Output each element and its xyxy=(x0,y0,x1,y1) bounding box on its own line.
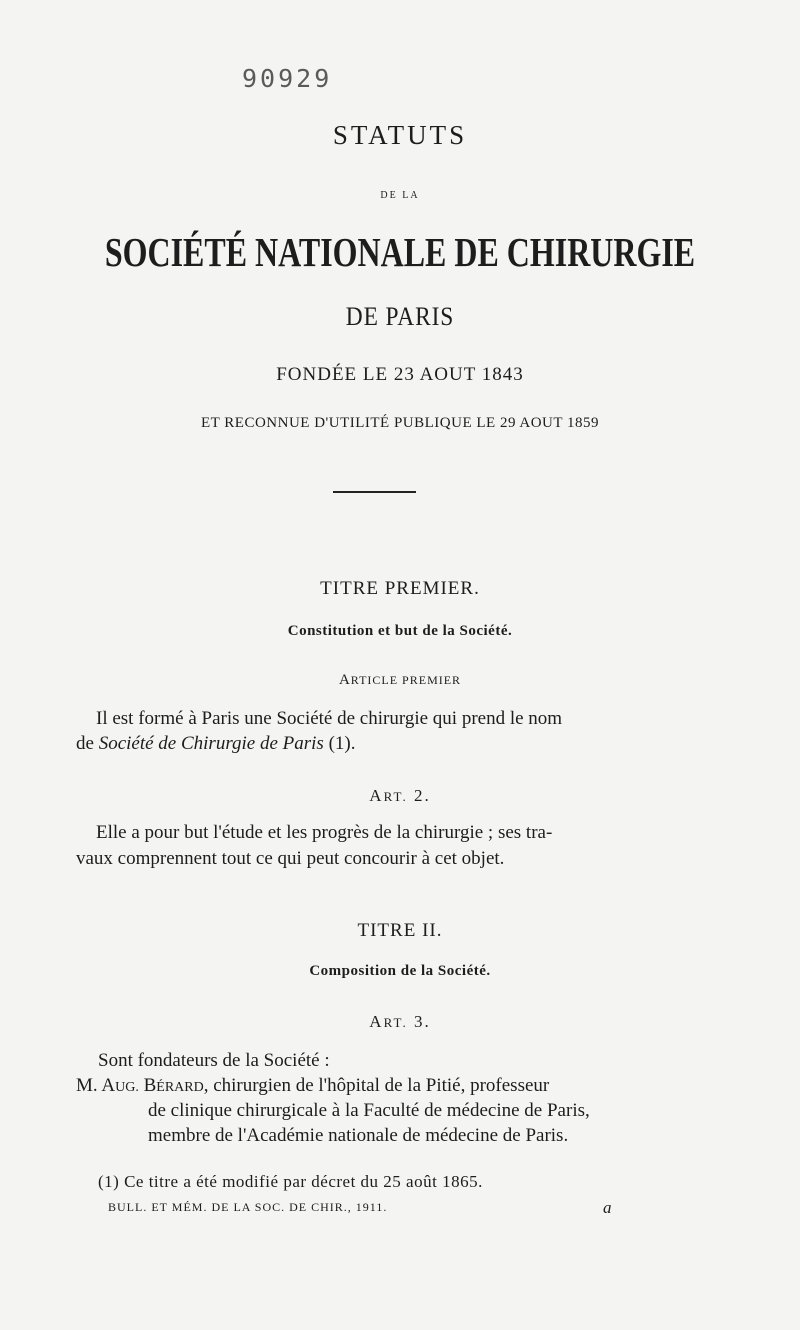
section-heading-titre-premier: TITRE PREMIER. xyxy=(320,578,480,599)
text-run: M. xyxy=(76,1075,102,1096)
article-rest: RTICLE PREMIER xyxy=(350,673,462,687)
text-run: de xyxy=(76,733,99,754)
article-rest: RT. xyxy=(383,1015,408,1030)
paragraph-2-line-1: Elle a pour but l'étude et les progrès de la chirurgie ; ses tra- xyxy=(96,822,553,843)
text-run: ÉRARD xyxy=(156,1080,204,1095)
article-rest: RT. xyxy=(383,789,408,804)
text-run: A xyxy=(101,1075,116,1096)
founded-line: FONDÉE LE 23 AOUT 1843 xyxy=(276,364,524,385)
article-heading-2 xyxy=(0,786,800,806)
title-statuts: STATUTS xyxy=(332,120,468,150)
article-number: 3. xyxy=(407,1012,431,1031)
paragraph-3-line-3: de clinique chirurgicale à la Faculté de médecine de Paris, xyxy=(148,1100,590,1121)
title-de-paris: DE PARIS xyxy=(345,302,455,331)
text-run: , chirurgien de l'hôpital de la Pitié, professeur xyxy=(203,1075,550,1096)
section-subheading-constitution: Constitution et but de la Société. xyxy=(287,623,513,639)
title-societe: SOCIÉTÉ NATIONALE DE CHIRURGIE xyxy=(104,229,696,275)
paragraph-1-line-1: Il est formé à Paris une Société de chirurgie qui prend le nom xyxy=(96,708,563,729)
signature-mark: a xyxy=(603,1198,612,1217)
divider-rule xyxy=(333,491,416,493)
paragraph-2-line-2: vaux comprennent tout ce qui peut concourir à cet objet. xyxy=(76,848,505,869)
text-run: (1). xyxy=(323,733,356,754)
section-subheading-composition: Composition de la Société. xyxy=(309,963,491,979)
archive-stamp: 90929 xyxy=(242,64,333,93)
title-de-la: DE LA xyxy=(380,190,420,201)
footnote: (1) Ce titre a été modifié par décret du 25 août 1865. xyxy=(98,1172,483,1191)
article-first-letter: A xyxy=(369,786,384,805)
article-heading-3 xyxy=(0,1012,800,1032)
article-first-letter: A xyxy=(338,672,351,688)
article-heading-premier xyxy=(0,672,800,689)
running-footer: BULL. ET MÉM. DE LA SOC. DE CHIR., 1911. xyxy=(108,1200,388,1214)
article-first-letter: A xyxy=(369,1012,384,1031)
recognition-line: ET RECONNUE D'UTILITÉ PUBLIQUE LE 29 AOUT 1859 xyxy=(200,415,600,431)
paragraph-3-line-4: membre de l'Académie nationale de médecine de Paris. xyxy=(148,1125,569,1146)
text-run: B xyxy=(138,1075,157,1096)
article-number: 2. xyxy=(407,786,431,805)
section-heading-titre-ii: TITRE II. xyxy=(357,920,443,941)
paragraph-3-line-1: Sont fondateurs de la Société : xyxy=(98,1050,330,1071)
italic-society-name: Société de Chirurgie de Paris xyxy=(98,733,324,754)
paragraph-1-line-2 xyxy=(76,731,356,756)
text-run: UG. xyxy=(115,1080,139,1095)
paragraph-3-line-2 xyxy=(76,1073,549,1100)
